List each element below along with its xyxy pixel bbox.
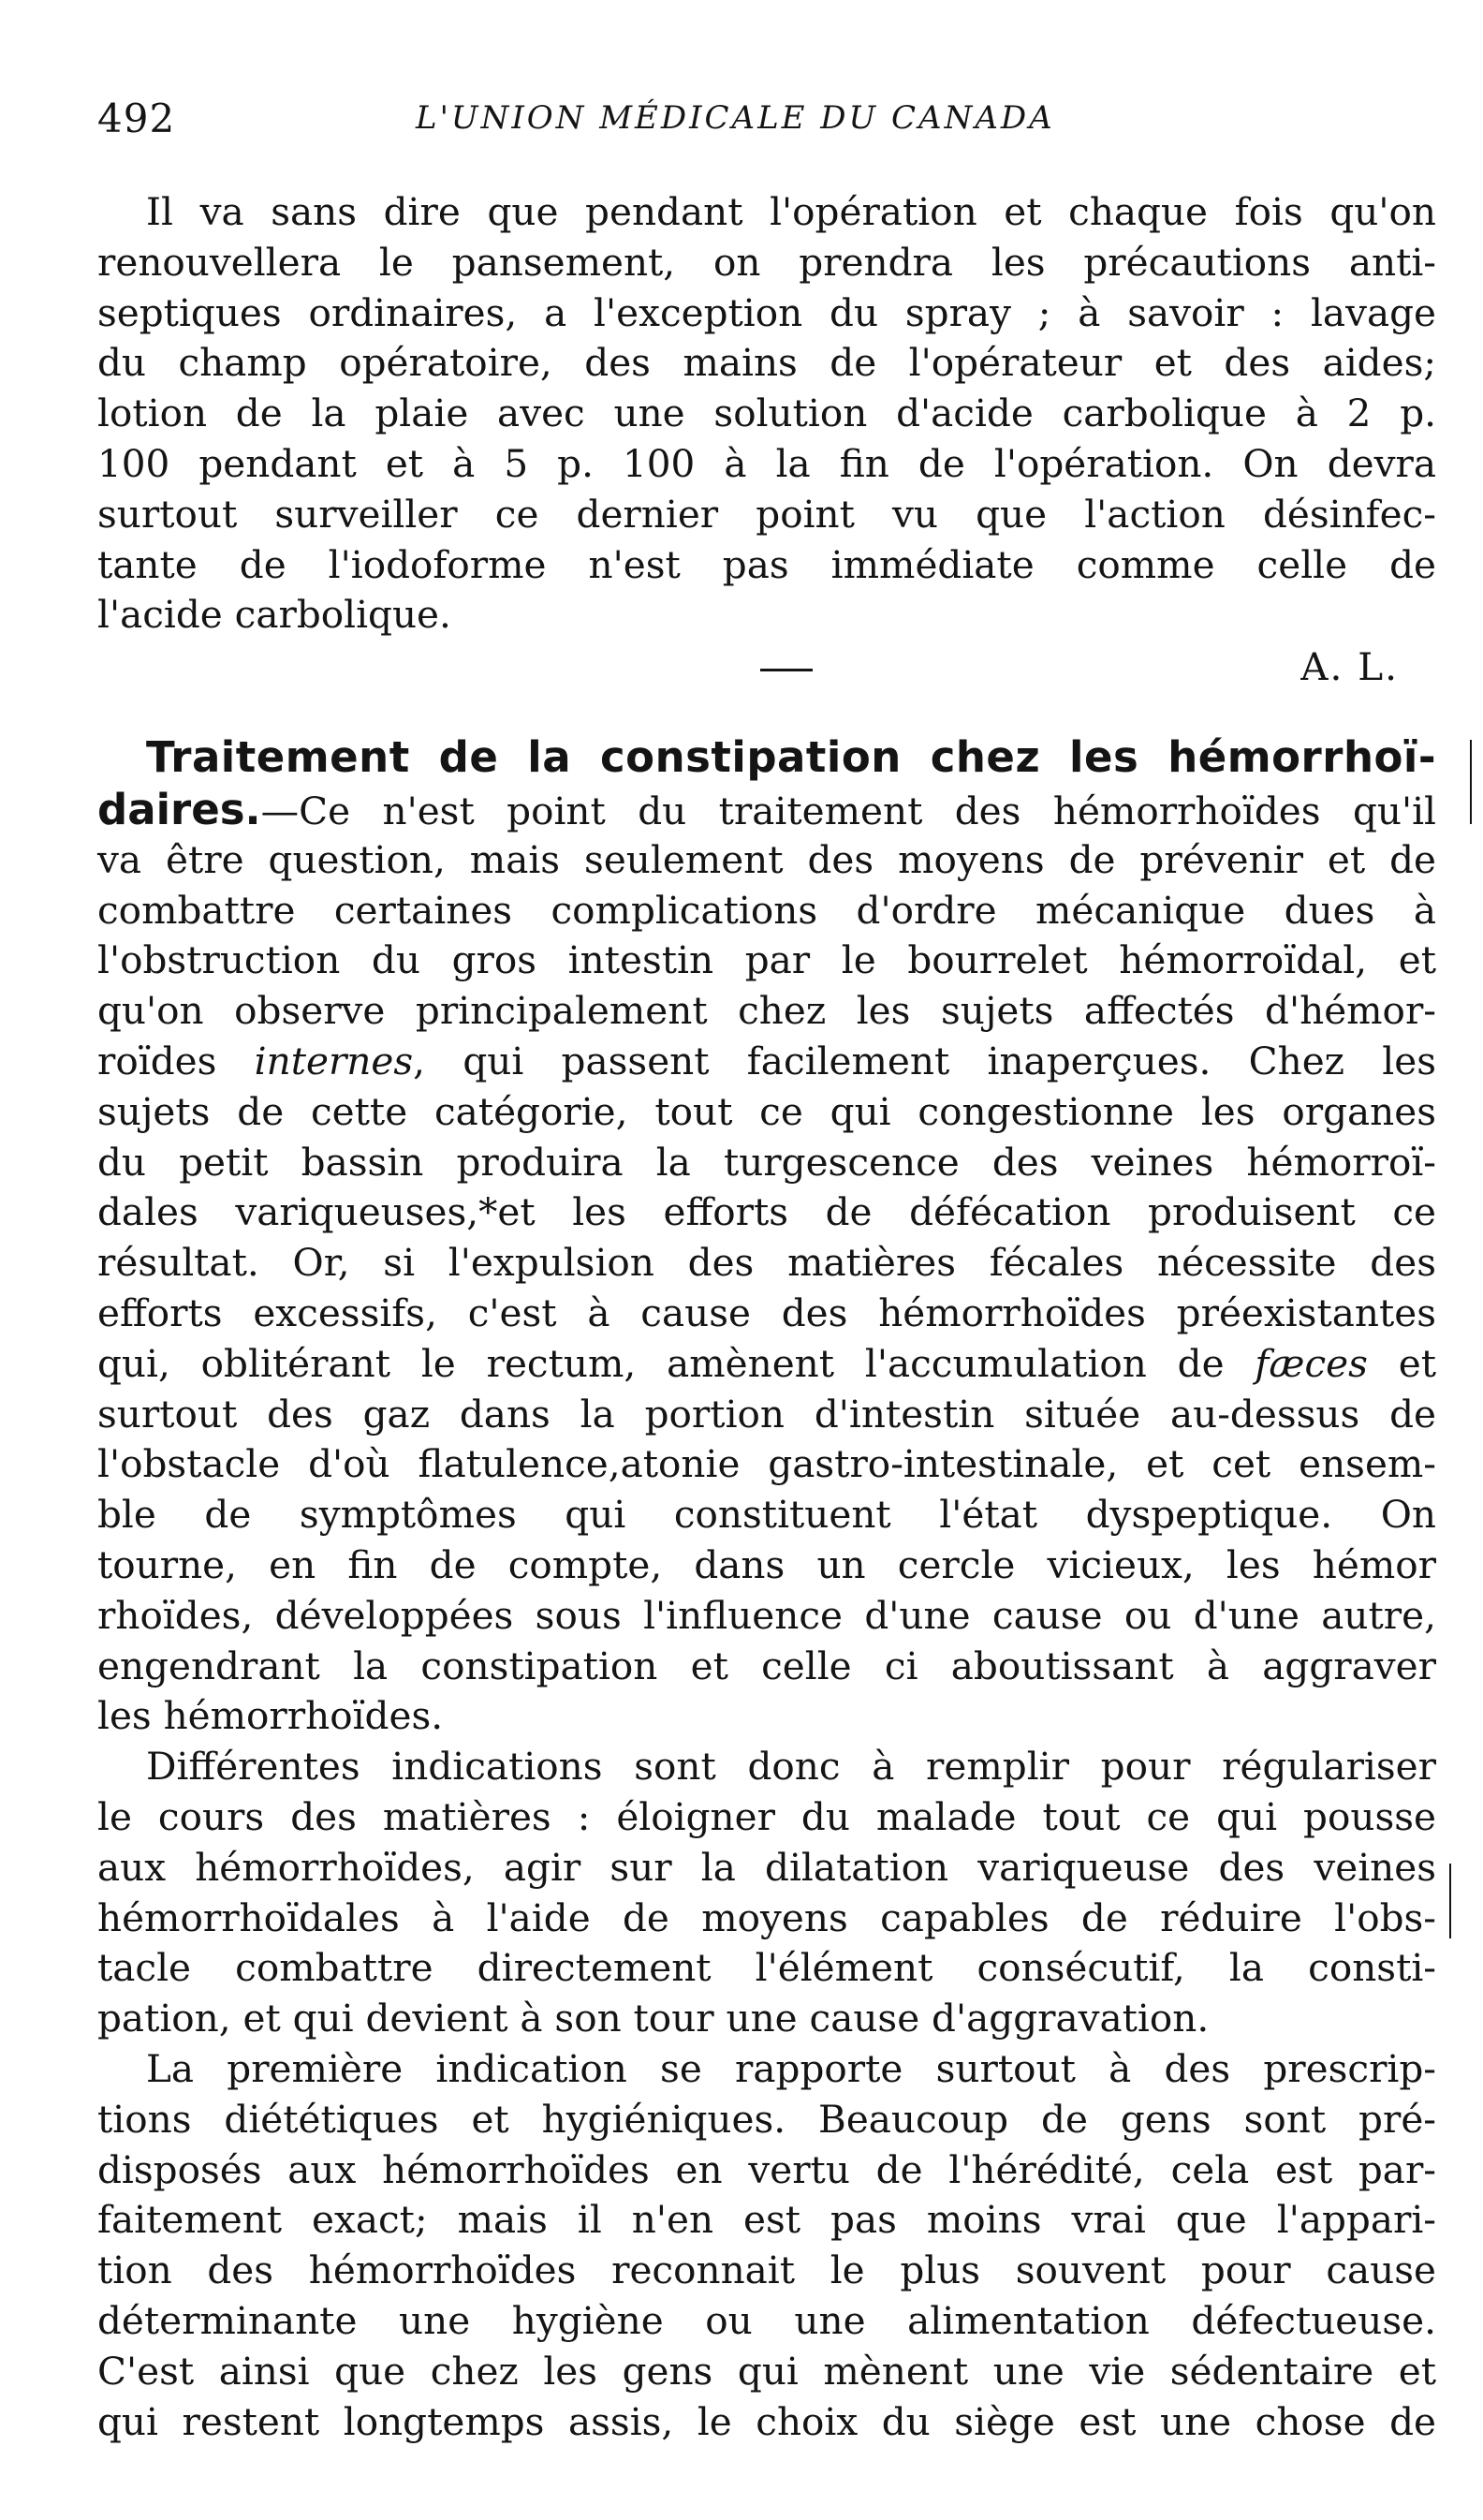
text-line: aux hémorrhoïdes, agir sur la dilatation variqueuse des veines <box>97 1844 1436 1890</box>
text-line: qu'on observe principalement chez les sujets affectés d'hémor- <box>97 988 1436 1034</box>
text-line: La première indication se rapporte surtout à des prescrip- <box>146 2045 1436 2091</box>
text-line: tion des hémorrhoïdes reconnait le plus souvent pour cause <box>97 2247 1436 2293</box>
text-line: du champ opératoire, des mains de l'opérateur et des aides; <box>97 340 1436 386</box>
text-line: les hémorrhoïdes. <box>97 1693 444 1739</box>
text-span: qui, oblitérant le rectum, amènent l'accumulation de <box>97 1340 1255 1386</box>
text-line: hémorrhoïdales à l'aide de moyens capables de réduire l'obs- <box>97 1894 1436 1940</box>
text-span: roïdes <box>97 1038 255 1083</box>
text-line: tante de l'iodoforme n'est pas immédiate comme celle de <box>97 541 1436 587</box>
text-line: l'obstruction du gros intestin par le bourrelet hémorroïdal, et <box>97 937 1436 983</box>
signature-row <box>97 641 1436 693</box>
article-title <box>97 730 1436 785</box>
text-line: septiques ordinaires, a l'exception du spray ; à savoir : lavage <box>97 289 1436 335</box>
page-header <box>97 96 1436 152</box>
text-line: faitement exact; mais il n'en est pas moins vrai que l'appari- <box>97 2197 1436 2243</box>
text-line: 100 pendant et à 5 p. 100 à la fin de l'opération. On devra <box>97 440 1436 486</box>
italic-word: fæces <box>1255 1340 1368 1386</box>
text-line: surtout surveiller ce dernier point vu que l'action désinfec- <box>97 491 1436 537</box>
text-span: , qui passent facilement inaperçues. Chez les <box>413 1038 1436 1083</box>
text-line: ble de symptômes qui constituent l'état dyspeptique. On <box>97 1492 1436 1538</box>
text-span: et <box>1367 1340 1436 1386</box>
text-line: tacle combattre directement l'élément consécutif, la consti- <box>97 1945 1436 1991</box>
text-span: —Ce n'est point du traitement des hémorrhoïdes qu'il <box>260 788 1436 833</box>
text-line: l'acide carbolique. <box>97 592 451 638</box>
text-line: C'est ainsi que chez les gens qui mènent une vie sédentaire et <box>97 2348 1436 2394</box>
text-line: rhoïdes, développées sous l'influence d'une cause ou d'une autre, <box>97 1592 1436 1638</box>
text-line: dales variqueuses,*et les efforts de défécation produisent ce <box>97 1189 1436 1235</box>
margin-bar <box>1449 1864 1451 1938</box>
text-line: déterminante une hygiène ou une alimentation défectueuse. <box>97 2297 1436 2343</box>
running-head: L'UNION MÉDICALE DU CANADA <box>416 99 1055 137</box>
text-line: renouvellera le pansement, on prendra les précautions anti- <box>97 239 1436 285</box>
separator-dash <box>760 669 813 671</box>
text-line: le cours des matières : éloigner du malade tout ce qui pousse <box>97 1793 1436 1839</box>
text-line: pation, et qui devient à son tour une cause d'aggravation. <box>97 1996 1210 2041</box>
text-line <box>97 1339 1436 1390</box>
text-line: Il va sans dire que pendant l'opération et chaque fois qu'on <box>146 189 1436 234</box>
italic-word: internes <box>254 1038 414 1083</box>
text-line: sujets de cette catégorie, tout ce qui congestionne les organes <box>97 1088 1436 1134</box>
text-line: tourne, en fin de compte, dans un cercle vicieux, les hémor <box>97 1541 1436 1587</box>
text-line: résultat. Or, si l'expulsion des matières fécales nécessite des <box>97 1240 1436 1286</box>
text-line: tions diététiques et hygiéniques. Beaucoup de gens sont pré- <box>97 2096 1436 2142</box>
margin-bar <box>1470 740 1472 824</box>
article-section <box>97 730 1436 2447</box>
text-line: qui restent longtemps assis, le choix du siège est une chose de <box>97 2398 1436 2444</box>
text-line: Différentes indications sont donc à remplir pour régulariser <box>146 1744 1436 1790</box>
text-line: l'obstacle d'où flatulence,atonie gastro-intestinale, et cet ensem- <box>97 1441 1436 1487</box>
text-line: surtout des gaz dans la portion d'intestin située au-dessus de <box>97 1391 1436 1437</box>
text-line: efforts excessifs, c'est à cause des hémorrhoïdes préexistantes <box>97 1289 1436 1335</box>
author-signature: A. L. <box>1300 644 1399 690</box>
text-line: du petit bassin produira la turgescence des veines hémorroï- <box>97 1139 1436 1185</box>
text-line: combattre certaines complications d'ordre mécanique dues à <box>97 887 1436 933</box>
text-line: disposés aux hémorrhoïdes en vertu de l'hérédité, cela est par- <box>97 2146 1436 2192</box>
page-number: 492 <box>97 96 176 141</box>
article-title-text: Traitement de la constipation chez les hémorrhoï- <box>146 732 1436 782</box>
text-line <box>97 1037 1436 1087</box>
text-line <box>97 785 1436 835</box>
text-line: engendrant la constipation et celle ci aboutissant à aggraver <box>97 1643 1436 1688</box>
text-line: lotion de la plaie avec une solution d'acide carbolique à 2 p. <box>97 391 1436 436</box>
article-title-continuation: daires. <box>97 785 261 834</box>
paragraph-1 <box>97 187 1436 693</box>
text-line: va être question, mais seulement des moyens de prévenir et de <box>97 836 1436 882</box>
